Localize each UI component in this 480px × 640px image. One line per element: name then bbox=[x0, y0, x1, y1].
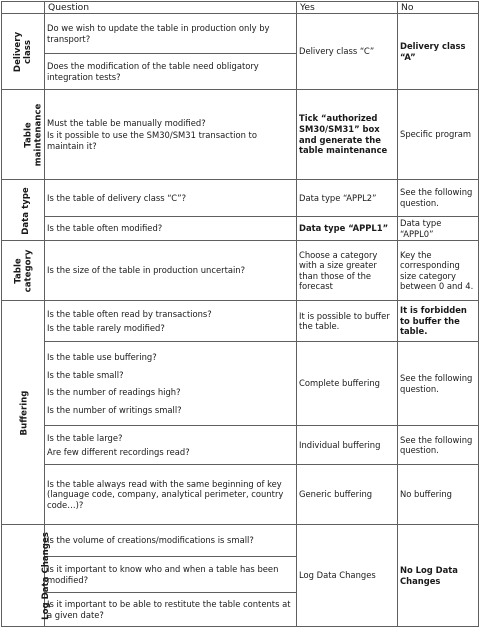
question-cell: Does the modification of the table need obligatory integration tests? bbox=[45, 54, 297, 90]
question-cell: Do we wish to update the table in production only by transport? bbox=[45, 14, 297, 54]
question-cell: Is it important to be able to restitute the table contents at a given date? bbox=[45, 593, 297, 627]
table-row bbox=[2, 525, 479, 557]
no-cell: No buffering bbox=[398, 465, 479, 525]
category-log-data-changes: Log Data Changes bbox=[2, 525, 45, 627]
no-cell: Data type “APPL0” bbox=[398, 217, 479, 241]
category-table-category: Table category bbox=[2, 241, 45, 301]
category-delivery-class: Delivery class bbox=[2, 14, 45, 90]
header-row bbox=[2, 2, 479, 14]
no-cell: It is forbidden to buffer the table. bbox=[398, 301, 479, 342]
table-row bbox=[2, 180, 479, 217]
no-cell: See the following question. bbox=[398, 342, 479, 426]
question-cell: Is the table always read with the same beginning of key (language code, company, analytical perimeter, country code…)? bbox=[45, 465, 297, 525]
yes-cell: Data type “APPL1” bbox=[297, 217, 398, 241]
table-row bbox=[2, 217, 479, 241]
table-row bbox=[2, 90, 479, 180]
no-cell: Specific program bbox=[398, 90, 479, 180]
question-cell: Is the volume of creations/modifications is small? bbox=[45, 525, 297, 557]
no-cell: No Log Data Changes bbox=[398, 525, 479, 627]
table-row bbox=[2, 426, 479, 465]
category-data-type: Data type bbox=[2, 180, 45, 241]
table-row bbox=[2, 301, 479, 342]
question-cell: Must the table be manually modified? Is it possible to use the SM30/SM31 transaction to maintain it? bbox=[45, 90, 297, 180]
yes-cell: It is possible to buffer the table. bbox=[297, 301, 398, 342]
question-cell: Is the table often modified? bbox=[45, 217, 297, 241]
question-cell: Is the table often read by transactions? Is the table rarely modified? bbox=[45, 301, 297, 342]
no-cell: See the following question. bbox=[398, 426, 479, 465]
decision-table bbox=[1, 1, 479, 627]
yes-cell: Data type “APPL2” bbox=[297, 180, 398, 217]
question-cell: Is the table large? Are few different recordings read? bbox=[45, 426, 297, 465]
yes-cell: Generic buffering bbox=[297, 465, 398, 525]
question-cell: Is the table of delivery class “C”? bbox=[45, 180, 297, 217]
table-row bbox=[2, 14, 479, 54]
yes-cell: Complete buffering bbox=[297, 342, 398, 426]
header-no: No bbox=[398, 2, 479, 14]
table-row bbox=[2, 342, 479, 426]
question-cell: Is the size of the table in production uncertain? bbox=[45, 241, 297, 301]
yes-cell: Choose a category with a size greater than those of the forecast bbox=[297, 241, 398, 301]
no-cell: Delivery class “A” bbox=[398, 14, 479, 90]
yes-cell: Delivery class “C” bbox=[297, 14, 398, 90]
table-row bbox=[2, 241, 479, 301]
no-cell: Key the corresponding size category between 0 and 4. bbox=[398, 241, 479, 301]
no-cell: See the following question. bbox=[398, 180, 479, 217]
yes-cell: Individual buffering bbox=[297, 426, 398, 465]
table-row bbox=[2, 465, 479, 525]
question-cell: Is the table use buffering? Is the table small? Is the number of readings high? Is the number of writings small? bbox=[45, 342, 297, 426]
header-question: Question bbox=[45, 2, 297, 14]
category-buffering: Buffering bbox=[2, 301, 45, 525]
header-corner bbox=[2, 2, 45, 14]
question-cell: Is it important to know who and when a table has been modified? bbox=[45, 557, 297, 593]
yes-cell: Tick “authorized SM30/SM31” box and generate the table maintenance bbox=[297, 90, 398, 180]
header-yes: Yes bbox=[297, 2, 398, 14]
yes-cell: Log Data Changes bbox=[297, 525, 398, 627]
category-table-maintenance: Table maintenance bbox=[2, 90, 45, 180]
